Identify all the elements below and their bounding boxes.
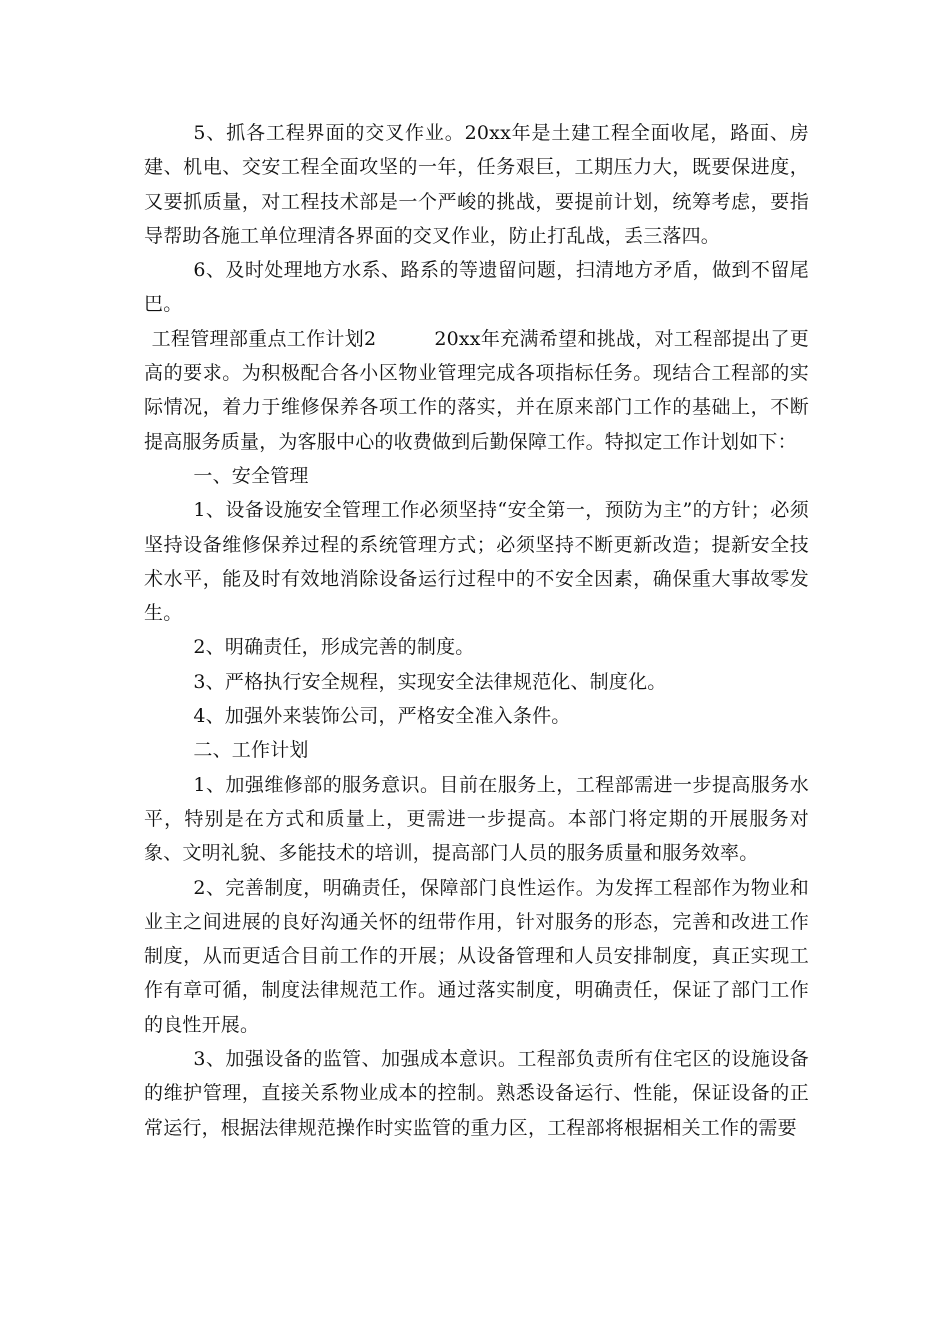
part1-item-1: 1、设备设施安全管理工作必须坚持“安全第一，预防为主”的方针；必须坚持设备维修保养过程的系统管理方式；必须坚持不断更新改造；提新安全技术水平，能及时有效地消除设备运行过程中的不安全因素，确保重大事故零发生。 <box>144 499 809 625</box>
part2-item-3: 3、加强设备的监管、加强成本意识。工程部负责所有住宅区的设施设备的维护管理，直接关系物业成本的控制。熟悉设备运行、性能，保证设备的正常运行，根据法律规范操作时实监管的重力区，工程部将根据相关工作的需要 <box>144 1048 809 1139</box>
paragraph-item-6: 6、及时处理地方水系、路系的等遗留问题，扫清地方矛盾，做到不留尾巴。 <box>144 259 809 316</box>
section-block <box>144 322 809 459</box>
section-intro: 20xx年充满希望和挑战，对工程部提出了更高的要求。为积极配合各小区物业管理完成各项指标任务。现结合工程部的实际情况，着力于维修保养各项工作的落实，并在原来部门工作的基础上，不断提高服务质量，为客服中心的收费做到后勤保障工作。特拟定工作计划如下： <box>144 327 809 453</box>
part1-item-3: 3、严格执行安全规程，实现安全法律规范化、制度化。 <box>193 670 667 693</box>
part1-heading: 一、安全管理 <box>193 464 309 487</box>
part1-item-4: 4、加强外来装饰公司，严格安全准入条件。 <box>193 705 571 728</box>
section-title: 工程管理部重点工作计划2 <box>151 327 377 350</box>
document-body <box>144 116 809 1145</box>
part2-item-1: 1、加强维修部的服务意识。目前在服务上，工程部需进一步提高服务水平，特别是在方式和质量上，更需进一步提高。本部门将定期的开展服务对象、文明礼貌、多能技术的培训，提高部门人员的服务质量和服务效率。 <box>144 773 809 865</box>
part1-item-2: 2、明确责任，形成完善的制度。 <box>193 636 475 659</box>
paragraph-item-5: 5、抓各工程界面的交叉作业。20xx年是土建工程全面收尾，路面、房建、机电、交安工程全面攻坚的一年，任务艰巨，工期压力大，既要保进度，又要抓质量，对工程技术部是一个严峻的挑战，要提前计划，统筹考虑，要指导帮助各施工单位理清各界面的交叉作业，防止打乱战，丢三落四。 <box>144 122 809 247</box>
part2-item-2: 2、完善制度，明确责任，保障部门良性运作。为发挥工程部作为物业和业主之间进展的良好沟通关怀的纽带作用，针对服务的形态，完善和改进工作制度，从而更适合目前工作的开展；从设备管理和人员安排制度，真正实现工作有章可循，制度法律规范工作。通过落实制度，明确责任，保证了部门工作的良性开展。 <box>144 876 809 1036</box>
part2-heading: 二、工作计划 <box>193 739 309 762</box>
